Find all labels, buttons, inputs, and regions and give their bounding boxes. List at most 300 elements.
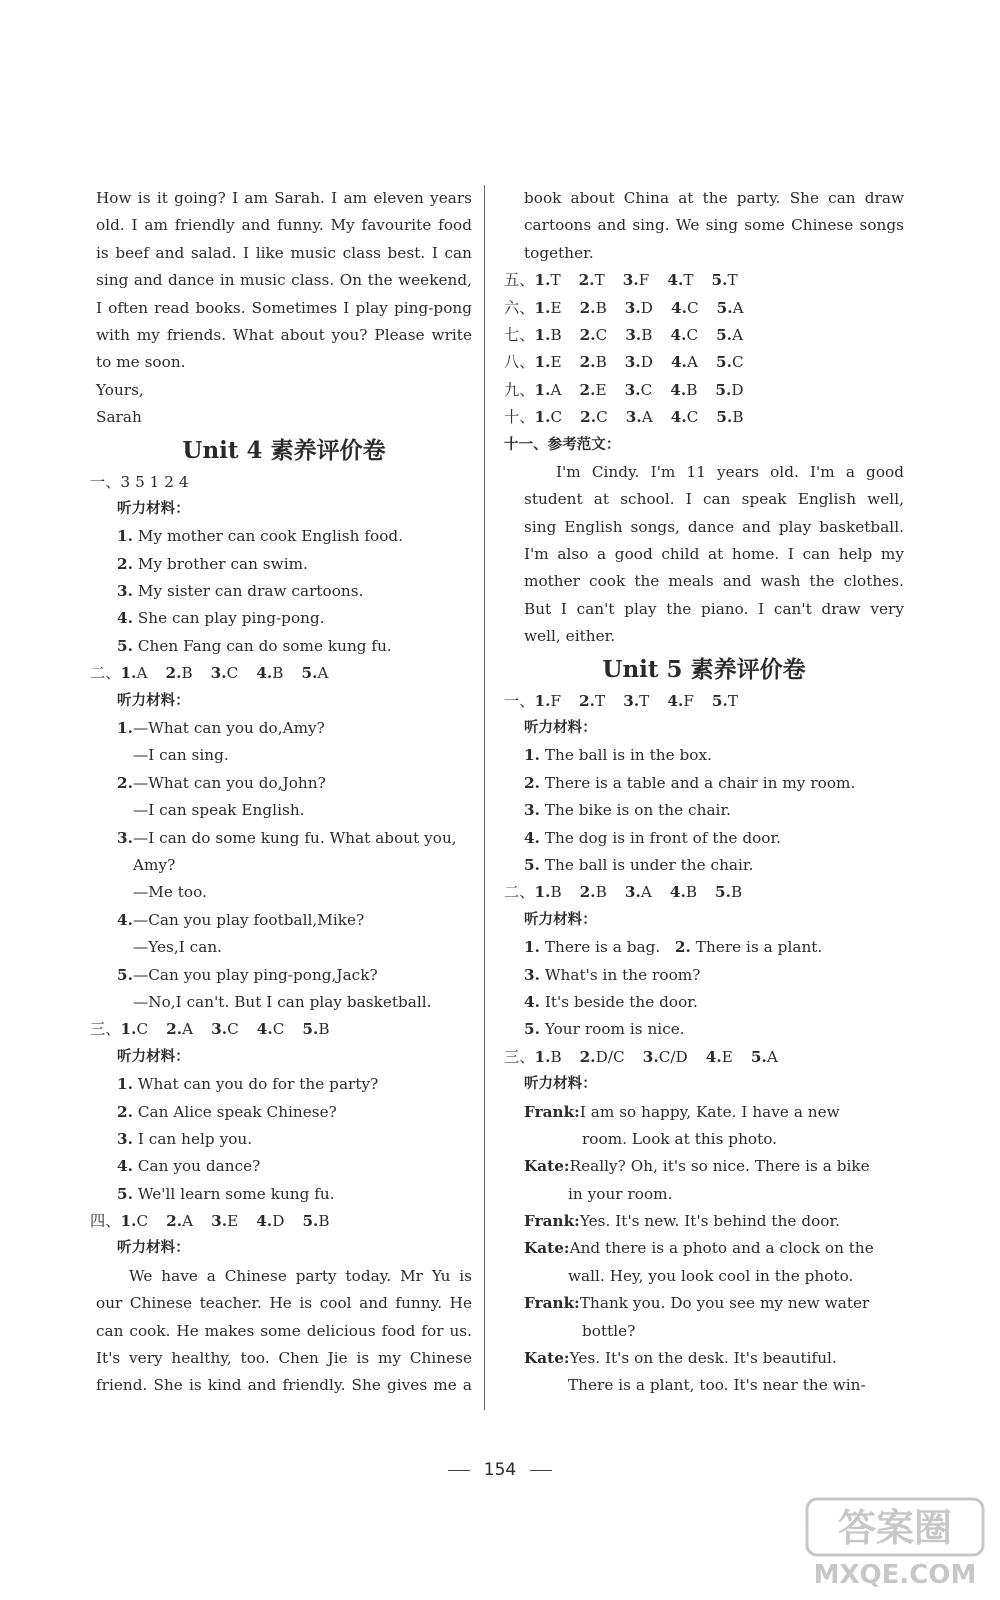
- section-number: 四、: [90, 1212, 121, 1231]
- answer-number: 4.: [670, 353, 687, 372]
- answer-value: D: [640, 353, 653, 372]
- answer-number: 3.: [622, 271, 639, 290]
- dialog-line: [96, 934, 472, 961]
- text-line: sing English songs, dance and play basketball.: [524, 517, 904, 536]
- model-essay: [504, 459, 904, 651]
- u5-section2-transcript: [504, 962, 904, 1044]
- answer-value: T: [639, 691, 650, 710]
- answer-item: [580, 408, 608, 426]
- answer-item: [211, 664, 239, 682]
- answer-number: 1.: [120, 1212, 137, 1231]
- u5-section1-transcript: [504, 742, 904, 879]
- section2-transcript: [96, 715, 472, 1016]
- watermark-cn: 答案圈: [837, 1506, 953, 1550]
- answer-number: 2.: [166, 1212, 183, 1231]
- letter-closing: Yours,: [96, 380, 144, 399]
- dialog-line: [96, 852, 472, 879]
- item-number: 4.: [117, 609, 133, 628]
- section2-answers: [90, 660, 472, 687]
- list-item: [504, 1016, 904, 1043]
- answer-number: 3.: [211, 1212, 228, 1231]
- list-item: [504, 770, 904, 797]
- answer-value: B: [595, 353, 607, 372]
- item-text: —Me too.: [133, 883, 207, 902]
- item-text: There is a table and a chair in my room.: [539, 773, 856, 792]
- answer-value: D: [272, 1212, 285, 1231]
- u5-section1-answers: [504, 688, 904, 715]
- item-text: I can help you.: [132, 1129, 253, 1148]
- item-text: It's beside the door.: [539, 992, 698, 1011]
- answer-row: [504, 377, 904, 404]
- list-item: [504, 852, 904, 879]
- answer-number: 2.: [579, 883, 596, 902]
- answer-value: T: [594, 271, 605, 290]
- answer-item: [580, 299, 607, 317]
- item-text: —Yes,I can.: [133, 938, 223, 957]
- answer-list: [534, 299, 743, 317]
- item-number: 4.: [524, 992, 540, 1011]
- dialog-line: [504, 1153, 904, 1180]
- list-item: [96, 551, 472, 578]
- answer-number: 2.: [580, 408, 597, 427]
- answer-list: [534, 381, 743, 399]
- column-divider: [484, 185, 485, 1410]
- answer-value: A: [182, 1020, 194, 1039]
- text-line: well, either.: [524, 627, 616, 646]
- listening-label: 听力材料：: [117, 692, 190, 709]
- text-line: with my friends. What about you? Please write: [96, 325, 472, 344]
- answer-item: [534, 326, 561, 344]
- answer-value: T: [727, 271, 738, 290]
- item-text: bottle?: [582, 1321, 636, 1340]
- item-text: My brother can swim.: [132, 554, 308, 573]
- listening-label: 听力材料：: [117, 1240, 190, 1257]
- answer-item: [671, 408, 699, 426]
- answer-item: [712, 692, 738, 710]
- answer-value: B: [550, 325, 562, 344]
- answer-number: 4.: [670, 298, 687, 317]
- page-number: 154: [0, 1460, 1000, 1480]
- answer-number: 3.: [642, 1047, 659, 1066]
- text-line: I'm Cindy. I'm 11 years old. I'm a good: [556, 462, 904, 481]
- answer-number: 3.: [210, 664, 227, 683]
- answer-number: 3.: [625, 325, 642, 344]
- answer-value: B: [732, 408, 744, 427]
- answer-item: [166, 1020, 193, 1038]
- answer-item: [625, 381, 653, 399]
- answer-item: [256, 1212, 284, 1230]
- item-text: My mother can cook English food.: [132, 527, 404, 546]
- item-text: room. Look at this photo.: [582, 1129, 778, 1148]
- section-number: 十、: [504, 408, 535, 427]
- section3-transcript: [96, 1071, 472, 1208]
- answer-row: [504, 267, 904, 294]
- answer-number: 2.: [578, 271, 595, 290]
- answer-item: [302, 1020, 329, 1038]
- list-item: [504, 797, 904, 824]
- answer-list: [534, 326, 743, 344]
- answer-number: 2.: [579, 691, 596, 710]
- text-line: How is it going? I am Sarah. I am eleven years: [96, 189, 472, 207]
- item-number: 2.: [117, 554, 133, 573]
- section-number: 五、: [504, 271, 535, 290]
- answer-number: 3.: [624, 353, 641, 372]
- answer-number: 5.: [716, 298, 733, 317]
- answer-key-rows: [504, 267, 904, 431]
- answer-value: B: [318, 1020, 330, 1039]
- answer-item: [534, 299, 561, 317]
- answer-number: 3.: [624, 883, 641, 902]
- left-column: [90, 185, 472, 1400]
- answer-value: T: [550, 271, 561, 290]
- answer-list: [120, 664, 328, 682]
- answer-list: [534, 1048, 777, 1066]
- item-text: Yes. It's new. It's behind the door.: [579, 1212, 841, 1231]
- speaker-name: Kate:: [524, 1239, 570, 1258]
- answer-number: 3.: [623, 691, 640, 710]
- dialog-line: [96, 879, 472, 906]
- answer-value: T: [727, 691, 739, 710]
- answer-number: 1.: [534, 691, 551, 710]
- answer-number: 2.: [579, 380, 596, 399]
- answer-value: C: [595, 325, 608, 344]
- answer-item: [534, 353, 561, 371]
- answer-value: C: [227, 1020, 239, 1039]
- answer-number: 5.: [711, 271, 728, 290]
- text-line: sing and dance in music class. On the weekend,: [96, 271, 472, 290]
- answer-value: C: [686, 298, 699, 317]
- dialog-line: [504, 1290, 904, 1317]
- text-line: I'm also a good child at home. I can help my: [524, 545, 904, 564]
- list-item: 1. There is a bag. 2. There is a plant.: [524, 938, 823, 957]
- answer-number: 4.: [670, 325, 687, 344]
- section-number: 三、: [504, 1047, 535, 1066]
- answer-number: 4.: [667, 691, 684, 710]
- item-number: 3.: [524, 965, 540, 984]
- dialog-line: [96, 715, 472, 742]
- text-line: book about China at the party. She can draw: [524, 189, 904, 207]
- answer-value: E: [595, 380, 607, 399]
- answer-item: [751, 1048, 778, 1066]
- section-number: 三、: [90, 1020, 121, 1039]
- answer-value: A: [732, 325, 744, 344]
- answer-row: [504, 349, 904, 376]
- item-number: 3.: [117, 582, 133, 601]
- list-item: [96, 1099, 472, 1126]
- answer-item: [625, 353, 653, 371]
- item-text: —Can you play ping-pong,Jack?: [132, 965, 378, 984]
- text-line: can cook. He makes some delicious food for us.: [96, 1321, 472, 1340]
- section11-heading: 十一、参考范文：: [504, 436, 621, 453]
- answer-item: [534, 692, 561, 710]
- answer-item: [643, 1048, 688, 1066]
- answer-number: 4.: [256, 1020, 273, 1039]
- answer-item: [534, 381, 561, 399]
- item-text: The dog is in front of the door.: [539, 828, 781, 847]
- answer-item: [120, 1212, 148, 1230]
- item-text: My sister can draw cartoons.: [132, 582, 364, 601]
- list-item: [96, 1181, 472, 1208]
- unit4-title: Unit 4 素养评价卷: [182, 436, 386, 464]
- item-number: 5.: [524, 855, 540, 874]
- answer-value: E: [721, 1047, 733, 1066]
- dash-right: [530, 1470, 552, 1471]
- item-number: 1.: [117, 1075, 133, 1094]
- answer-value: C: [226, 664, 239, 683]
- item-text: —Can you play football,Mike?: [132, 910, 365, 929]
- item-number: 4.: [524, 828, 540, 847]
- answer-value: A: [182, 1212, 194, 1231]
- speaker-name: Frank:: [524, 1102, 580, 1121]
- section-number: 二、: [90, 664, 121, 683]
- listening-label: 听力材料：: [524, 1076, 597, 1093]
- section-number: 二、: [504, 883, 535, 902]
- right-column: [504, 185, 904, 1400]
- answer-number: 5.: [301, 664, 318, 683]
- answer-row: [504, 295, 904, 322]
- answer-item: [623, 271, 650, 289]
- list-item: [96, 1126, 472, 1153]
- answer-item: [626, 408, 653, 426]
- answer-number: 5.: [302, 1212, 319, 1231]
- answer-item: [580, 353, 607, 371]
- answer-value: A: [550, 380, 562, 399]
- answer-value: E: [227, 1212, 239, 1231]
- text-line: But I can't play the piano. I can't draw very: [524, 599, 904, 618]
- list-item: [96, 1071, 472, 1098]
- dialog-line: [96, 907, 472, 934]
- list-item: [504, 989, 904, 1016]
- answer-value: T: [683, 271, 694, 290]
- answer-value: B: [181, 664, 193, 683]
- answer-item: [256, 664, 283, 682]
- answer-value: C: [686, 325, 699, 344]
- answer-value: C: [136, 1020, 149, 1039]
- dialog-line: [96, 797, 472, 824]
- item-text: The ball is in the box.: [539, 746, 712, 765]
- speaker-name: Frank:: [524, 1294, 580, 1313]
- letter-signature: Sarah: [96, 408, 142, 427]
- answer-value: F: [550, 691, 562, 710]
- item-text: —I can do some kung fu. What about you,: [132, 828, 457, 847]
- item-text: There is a plant, too. It's near the win-: [568, 1376, 866, 1395]
- answer-value: B: [595, 883, 607, 902]
- answer-value: A: [766, 1047, 778, 1066]
- answer-number: 5.: [711, 691, 728, 710]
- item-text: —What can you do,John?: [132, 773, 326, 792]
- text-line: old. I am friendly and funny. My favourite food: [96, 216, 472, 235]
- answer-number: 2.: [165, 664, 182, 683]
- item-number: 5.: [117, 636, 133, 655]
- item-number: 3.: [117, 1129, 133, 1148]
- answer-number: 5.: [716, 408, 733, 427]
- item-text: What can you do for the party?: [132, 1075, 379, 1094]
- section1-transcript: [96, 523, 472, 660]
- u5-section3-answers: [504, 1044, 904, 1071]
- text-line: to me soon.: [96, 353, 186, 372]
- answer-value: C: [640, 380, 653, 399]
- answer-value: C/D: [658, 1047, 688, 1066]
- answer-item: [302, 664, 329, 682]
- answer-item: [579, 271, 605, 289]
- answer-value: C: [686, 408, 699, 427]
- text-line: cartoons and sing. We sing some Chinese songs: [524, 216, 904, 235]
- answer-item: [211, 1212, 238, 1230]
- speaker-name: Kate:: [524, 1157, 570, 1176]
- dialog-line: [96, 770, 472, 797]
- item-number: 5.: [117, 965, 133, 984]
- answer-number: 4.: [669, 883, 686, 902]
- answer-number: 1.: [534, 380, 551, 399]
- answer-item: [625, 299, 653, 317]
- item-number: 2.: [117, 1102, 133, 1121]
- dialog-line: [504, 1181, 904, 1208]
- list-item: [504, 962, 904, 989]
- answer-value: B: [318, 1212, 330, 1231]
- item-text: wall. Hey, you look cool in the photo.: [568, 1266, 854, 1285]
- text-line: We have a Chinese party today. Mr Yu is: [129, 1266, 472, 1285]
- section-number: 一、: [504, 691, 535, 710]
- answer-value: T: [595, 691, 606, 710]
- listening-label: 听力材料：: [524, 911, 597, 928]
- answer-value: B: [731, 883, 743, 902]
- dialog-line: [504, 1099, 904, 1126]
- answer-value: F: [638, 271, 650, 290]
- item-text: Chen Fang can do some kung fu.: [132, 636, 392, 655]
- answer-number: 5.: [715, 353, 732, 372]
- answer-value: A: [641, 408, 653, 427]
- answer-list: [534, 692, 738, 710]
- answer-number: 4.: [667, 271, 684, 290]
- dialog-line: [504, 1126, 904, 1153]
- answer-item: [534, 1048, 561, 1066]
- answer-number: 1.: [120, 664, 137, 683]
- item-number: 4.: [117, 910, 133, 929]
- answer-number: 4.: [705, 1047, 722, 1066]
- answer-list: [534, 408, 743, 426]
- answer-number: 3.: [211, 1020, 228, 1039]
- answer-value: B: [550, 1047, 562, 1066]
- item-text: —What can you do,Amy?: [132, 719, 325, 738]
- list-item: [96, 633, 472, 660]
- dialog-line: [504, 1345, 904, 1372]
- item-text: Your room is nice.: [539, 1020, 685, 1039]
- answer-item: [534, 271, 560, 289]
- section4-transcript: [96, 1263, 472, 1400]
- speaker-name: Frank:: [524, 1212, 580, 1231]
- dialog-line: [504, 1263, 904, 1290]
- answer-number: 5.: [716, 325, 733, 344]
- unit5-title: Unit 5 素养评价卷: [602, 655, 806, 683]
- answer-item: [211, 1020, 239, 1038]
- answer-number: 1.: [534, 298, 551, 317]
- answer-number: 4.: [670, 380, 687, 399]
- item-number: 3.: [117, 828, 133, 847]
- item-text: Can you dance?: [132, 1157, 261, 1176]
- answer-value: A: [686, 353, 698, 372]
- answer-value: B: [272, 664, 284, 683]
- listening-label: 听力材料：: [524, 720, 597, 737]
- answer-number: 1.: [120, 1020, 137, 1039]
- dialog-line: [96, 825, 472, 852]
- answer-number: 3.: [624, 380, 641, 399]
- answer-item: [671, 299, 699, 317]
- item-number: 4.: [117, 1157, 133, 1176]
- answer-number: 3.: [624, 298, 641, 317]
- answer-item: [625, 883, 652, 901]
- answer-number: 5.: [302, 1020, 319, 1039]
- answer-number: 4.: [670, 408, 687, 427]
- answer-value: B: [686, 380, 698, 399]
- list-item: [96, 605, 472, 632]
- answer-value: D/C: [595, 1047, 625, 1066]
- item-text: in your room.: [568, 1184, 673, 1203]
- list-item: [96, 578, 472, 605]
- section-number: 八、: [504, 353, 535, 372]
- answer-item: [623, 692, 649, 710]
- listening-label: 听力材料：: [117, 500, 190, 517]
- answer-value: C: [596, 408, 608, 427]
- answer-value: C: [272, 1020, 285, 1039]
- item-number: 1.: [117, 527, 133, 546]
- answer-item: [671, 326, 699, 344]
- answer-item: [166, 1212, 193, 1230]
- answer-number: 2.: [579, 325, 596, 344]
- answer-number: 4.: [256, 1212, 273, 1231]
- answer-number: 1.: [534, 883, 551, 902]
- answer-list: [120, 1212, 329, 1230]
- item-text: The bike is on the chair.: [539, 801, 731, 820]
- u5-section3-dialog: [504, 1099, 904, 1400]
- answer-item: [534, 883, 561, 901]
- answer-value: C: [731, 353, 744, 372]
- answer-number: 1.: [534, 325, 551, 344]
- item-number: 2.: [117, 773, 133, 792]
- answer-value: A: [136, 664, 148, 683]
- section4-answers: [90, 1208, 472, 1235]
- answer-item: [580, 1048, 625, 1066]
- item-text: —I can sing.: [133, 746, 229, 765]
- answer-value: D: [731, 380, 744, 399]
- answer-list: [120, 1020, 329, 1038]
- text-line: I often read books. Sometimes I play ping-pong: [96, 298, 472, 317]
- text-line: together.: [524, 243, 594, 262]
- answer-number: 2.: [579, 353, 596, 372]
- answer-item: [257, 1020, 285, 1038]
- dialog-line: [96, 742, 472, 769]
- item-text: I am so happy, Kate. I have a new: [579, 1102, 840, 1121]
- listening-label: 听力材料：: [117, 1048, 190, 1065]
- dialog-line: [504, 1318, 904, 1345]
- answer-number: 1.: [534, 408, 551, 427]
- item-text: And there is a photo and a clock on the: [569, 1239, 874, 1258]
- answer-item: [712, 271, 738, 289]
- text-line: mother cook the meals and wash the clothes.: [524, 572, 904, 591]
- answer-number: 1.: [534, 353, 551, 372]
- dialog-line: [96, 962, 472, 989]
- speaker-name: Kate:: [524, 1349, 570, 1368]
- letter-paragraph: [96, 185, 472, 432]
- answer-item: [716, 326, 743, 344]
- answer-number: 2.: [579, 1047, 596, 1066]
- answer-number: 5.: [715, 380, 732, 399]
- answer-item: [716, 353, 744, 371]
- answer-item: [670, 381, 697, 399]
- answer-item: [579, 381, 606, 399]
- item-text: Thank you. Do you see my new water: [579, 1294, 870, 1313]
- answer-list: [534, 353, 743, 371]
- answer-number: 5.: [715, 883, 732, 902]
